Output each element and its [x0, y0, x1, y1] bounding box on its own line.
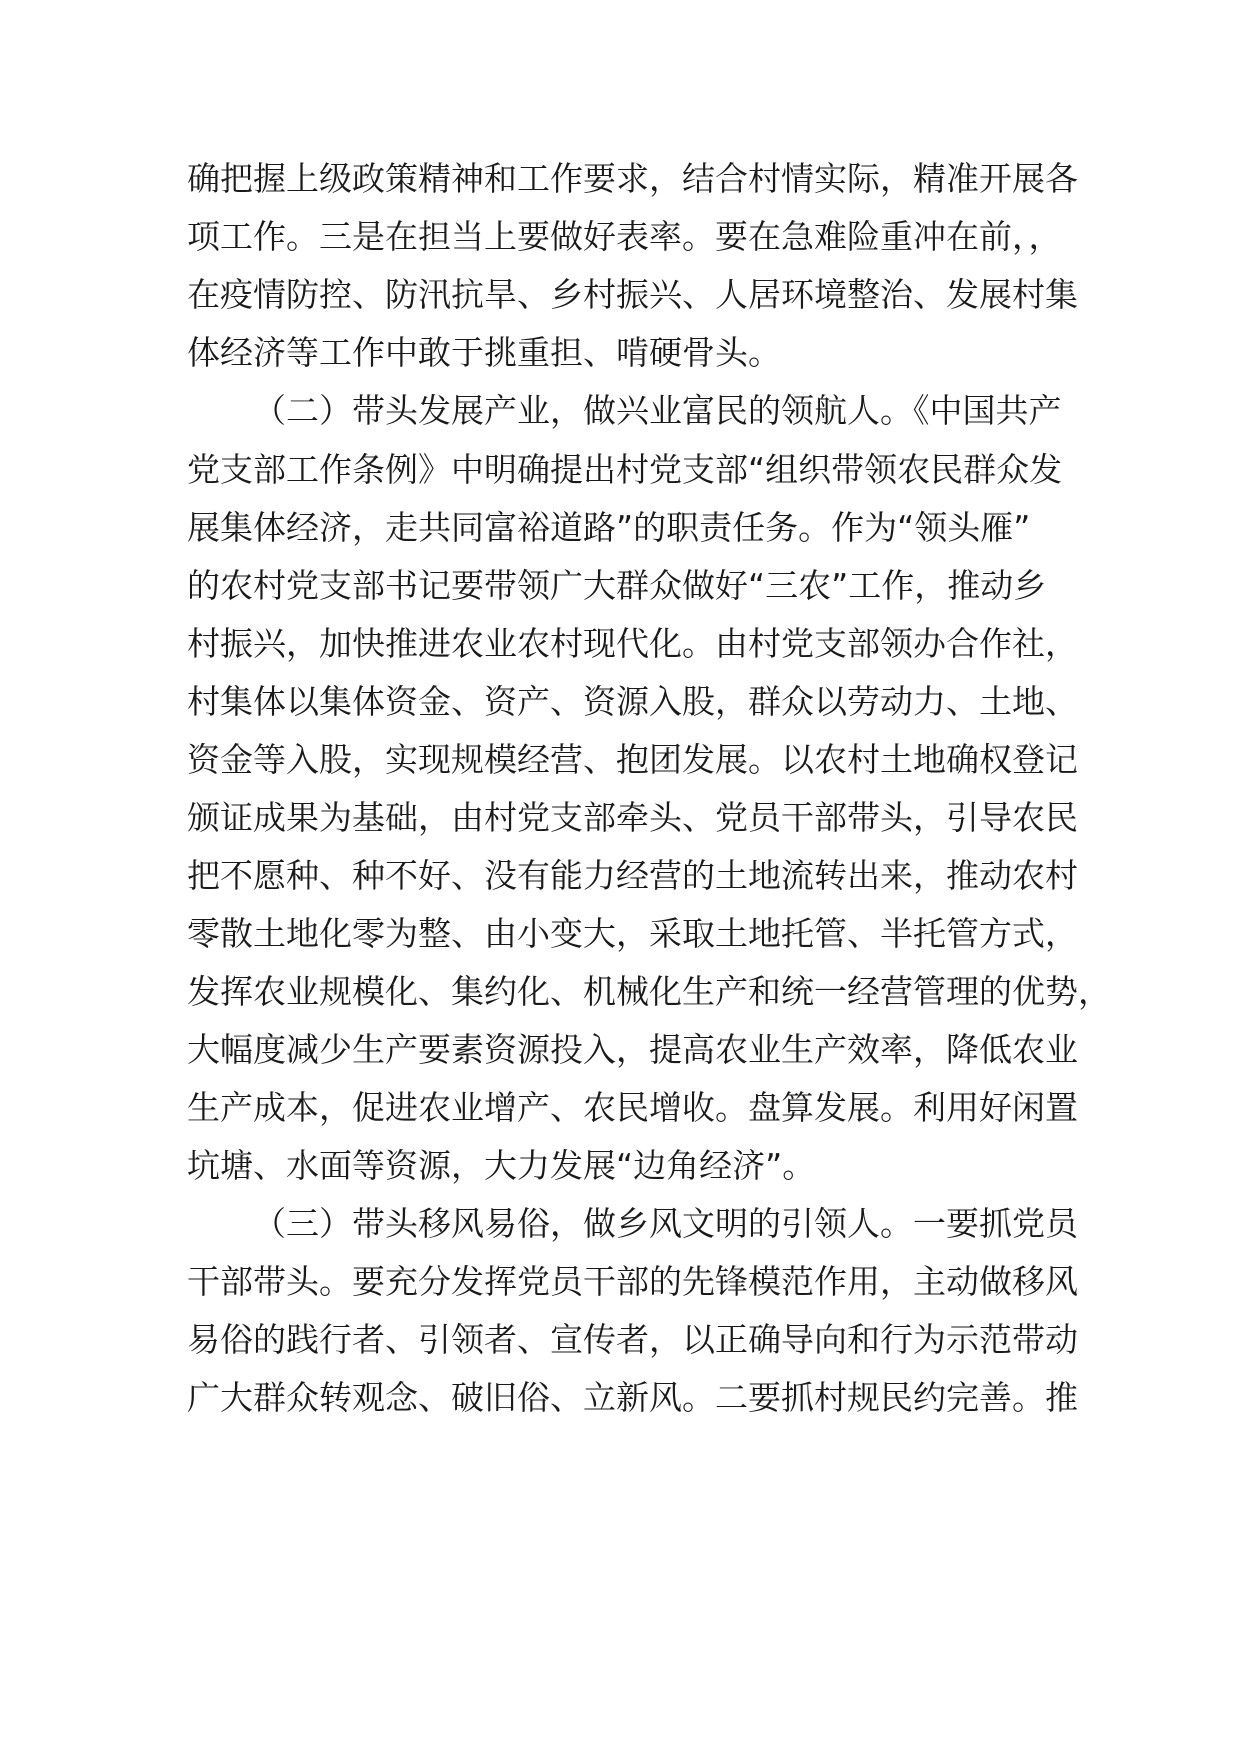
text-line: 党支部工作条例》中明确提出村党支部“组织带领农民群众发 [187, 450, 1063, 489]
section-heading-line: （三）带头移风易俗，做乡风文明的引领人。一要抓党员 [253, 1204, 1078, 1243]
section-heading-line: （二）带头发展产业，做兴业富民的领航人。《中国共产 [253, 391, 1062, 430]
text-line: 在疫情防控、防汛抗旱、乡村振兴、人居环境整治、发展村集 [187, 275, 1078, 314]
text-line: 的农村党支部书记要带领广大群众做好“三农”工作，推动乡 [187, 566, 1047, 605]
text-line: 体经济等工作中敢于挑重担、啃硬骨头。 [187, 333, 781, 372]
text-line: 零散土地化零为整、由小变大，采取土地托管、半托管方式， [187, 914, 1078, 953]
text-line: 项工作。三是在担当上要做好表率。要在急难险重冲在前，， [187, 217, 1062, 256]
text-line: 广大群众转观念、破旧俗、立新风。二要抓村规民约完善。推 [187, 1378, 1078, 1417]
text-line: 干部带头。要充分发挥党员干部的先锋模范作用，主动做移风 [187, 1262, 1078, 1301]
text-line: 易俗的践行者、引领者、宣传者，以正确导向和行为示范带动 [187, 1320, 1078, 1359]
text-line: 生产成本，促进农业增产、农民增收。盘算发展。利用好闲置 [187, 1088, 1078, 1127]
text-line: 村振兴，加快推进农业农村现代化。由村党支部领办合作社， [187, 624, 1078, 663]
text-line: 大幅度减少生产要素资源投入，提高农业生产效率，降低农业 [187, 1030, 1078, 1069]
text-line: 确把握上级政策精神和工作要求，结合村情实际，精准开展各 [187, 159, 1078, 198]
text-line: 颁证成果为基础，由村党支部牵头、党员干部带头，引导农民 [187, 798, 1078, 837]
text-line: 把不愿种、种不好、没有能力经营的土地流转出来，推动农村 [187, 856, 1078, 895]
text-line: 资金等入股，实现规模经营、抱团发展。以农村土地确权登记 [187, 740, 1078, 779]
text-line: 村集体以集体资金、资产、资源入股，群众以劳动力、土地、 [187, 682, 1078, 721]
text-line: 发挥农业规模化、集约化、机械化生产和统一经营管理的优势， [187, 972, 1111, 1011]
text-line: 坑塘、水面等资源，大力发展“边角经济”。 [187, 1146, 816, 1185]
text-line: 展集体经济，走共同富裕道路”的职责任务。作为“领头雁” [187, 508, 1031, 547]
